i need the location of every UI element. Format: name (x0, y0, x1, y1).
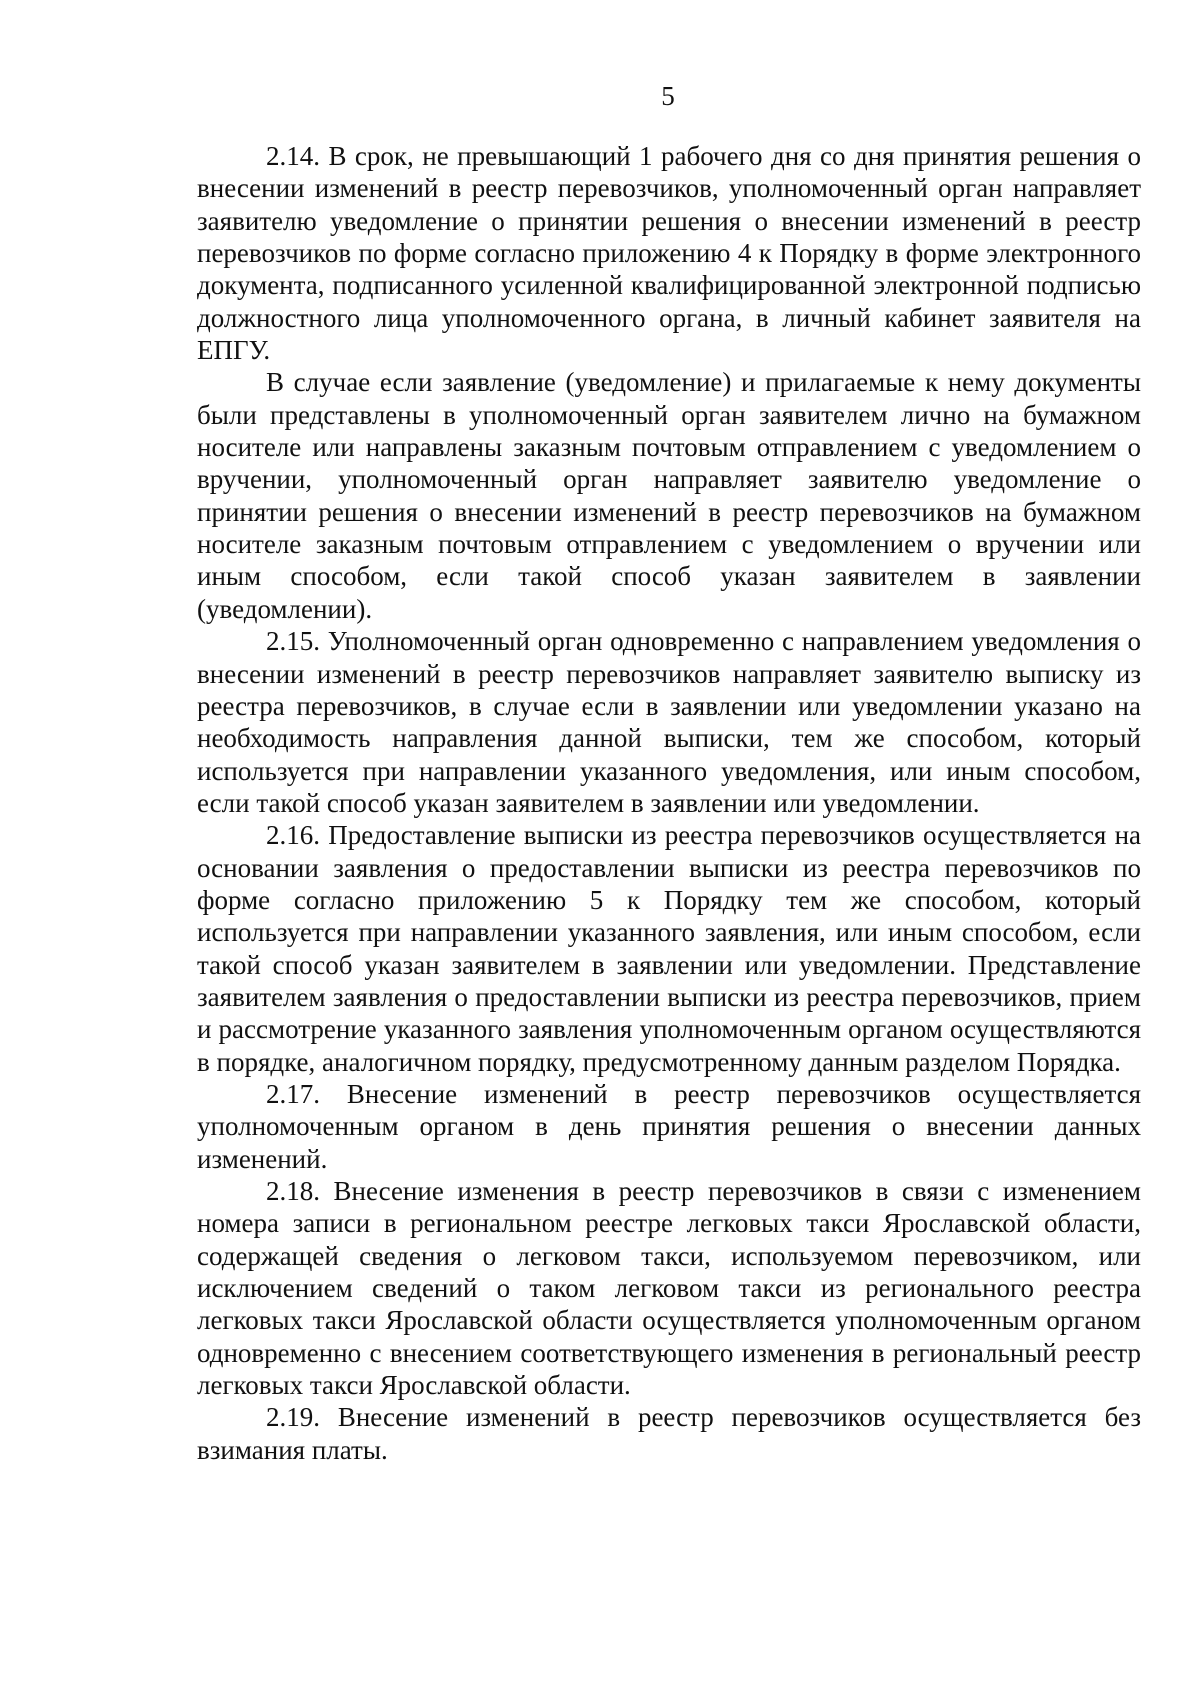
paragraph-2-19: 2.19. Внесение изменений в реестр перевозчиков осуществляется без взимания платы. (197, 1402, 1141, 1465)
paragraph-2-15: 2.15. Уполномоченный орган одновременно с направлением уведомления о внесении изменений в реестр перевозчиков направляет заявителю выписку из реестра перевозчиков, в случае если в заявлении или уведомлении указано на необходимость направления данной выписки, тем же способом, который используется при направлении указанного уведомления, или иным способом, если такой способ указан заявителем в заявлении или уведомлении. (197, 626, 1141, 818)
paragraph-2-17: 2.17. Внесение изменений в реестр перевозчиков осуществляется уполномоченным органом в день принятия решения о внесении данных изменений. (197, 1078, 1141, 1174)
document-body (197, 140, 1141, 1466)
paragraph-2-16: 2.16. Предоставление выписки из реестра перевозчиков осуществляется на основании заявления о предоставлении выписки из реестра перевозчиков по форме согласно приложению 5 к Порядку тем же способом, который используется при направлении указанного заявления, или иным способом, если такой способ указан заявителем в заявлении или уведомлении. Представление заявителем заявления о предоставлении выписки из реестра перевозчиков, прием и рассмотрение указанного заявления уполномоченным органом осуществляются в порядке, аналогичном порядку, предусмотренному данным разделом Порядка. (197, 820, 1141, 1077)
paragraph-2-14: 2.14. В срок, не превышающий 1 рабочего дня со дня принятия решения о внесении изменений в реестр перевозчиков, уполномоченный орган направляет заявителю уведомление о принятии решения о внесении изменений в реестр перевозчиков по форме согласно приложению 4 к Порядку в форме электронного документа, подписанного усиленной квалифицированной электронной подписью должностного лица уполномоченного органа, в личный кабинет заявителя на ЕПГУ. (197, 141, 1141, 366)
paragraph-2-14-continued: В случае если заявление (уведомление) и прилагаемые к нему документы были представлены в уполномоченный орган заявителем лично на бумажном носителе или направлены заказным почтовым отправлением с уведомлением о вручении, уполномоченный орган направляет заявителю уведомление о принятии решения о внесении изменений в реестр перевозчиков на бумажном носителе заказным почтовым отправлением с уведомлением о вручении или иным способом, если такой способ указан заявителем в заявлении (уведомлении). (197, 367, 1141, 624)
page-number: 5 (661, 81, 675, 111)
paragraph-2-18: 2.18. Внесение изменения в реестр перевозчиков в связи с изменением номера записи в региональном реестре легковых такси Ярославской области, содержащей сведения о легковом такси, используемом перевозчиком, или исключением сведений о таком легковом такси из регионального реестра легковых такси Ярославской области осуществляется уполномоченным органом одновременно с внесением соответствующего изменения в региональный реестр легковых такси Ярославской области. (197, 1176, 1141, 1401)
